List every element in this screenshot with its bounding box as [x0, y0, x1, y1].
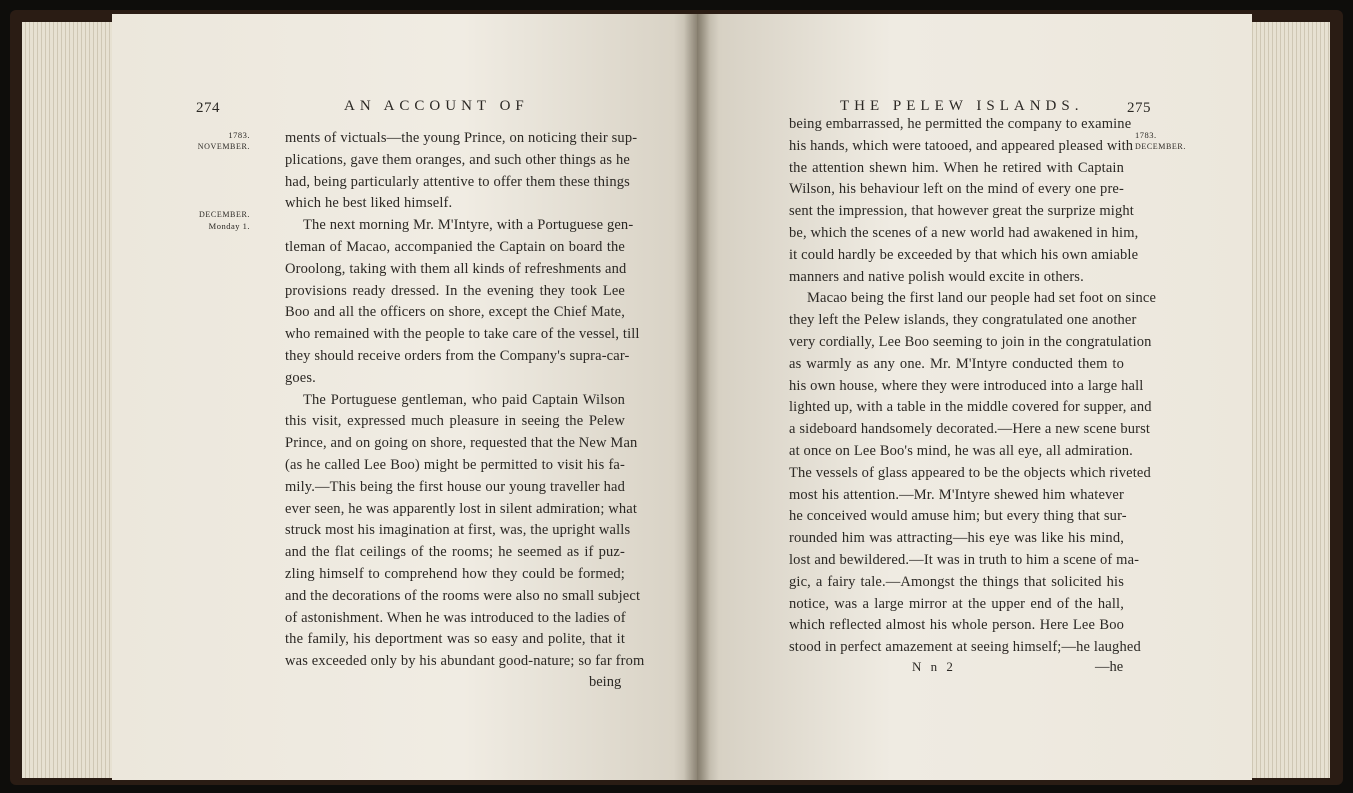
margin-note-month-2: DECEMBER. — [199, 210, 250, 219]
left-running-head: AN ACCOUNT OF — [344, 98, 529, 114]
left-body-text — [285, 128, 645, 673]
margin-note-month: NOVEMBER. — [197, 142, 250, 151]
text-line: stood in perfect amazement at seeing himself;—he laughed — [789, 639, 1141, 656]
text-line: it could hardly be exceeded by that which his own amiable — [789, 246, 1139, 263]
text-line: Oroolong, taking with them all kinds of refreshments and — [285, 260, 627, 277]
signature-mark: N n 2 — [912, 659, 956, 674]
right-page — [697, 14, 1252, 780]
text-line: mily.—This being the first house our young traveller had — [285, 478, 625, 495]
text-line: which he best liked himself. — [285, 195, 453, 212]
text-line: plications, gave them oranges, and such other things as he — [285, 151, 630, 168]
right-running-head: THE PELEW ISLANDS. — [840, 98, 1084, 114]
left-page — [112, 14, 697, 780]
text-line: at once on Lee Boo's mind, he was all eye, all admiration. — [789, 442, 1133, 459]
text-line: as warmly as any one. Mr. M'Intyre conducted them to — [789, 355, 1124, 372]
text-line: and the decorations of the rooms were also no small subject — [285, 587, 641, 604]
right-catchword: —he — [1095, 659, 1124, 675]
text-line: being embarrassed, he permitted the company to examine — [789, 116, 1132, 132]
text-line: lighted up, with a table in the middle covered for supper, and — [789, 399, 1152, 416]
text-line: Boo and all the officers on shore, except the Chief Mate, — [285, 304, 625, 321]
text-line: this visit, expressed much pleasure in seeing the Pelew — [285, 413, 625, 430]
text-line: goes. — [285, 369, 316, 386]
text-line: Wilson, his behaviour left on the mind of every one pre- — [789, 181, 1124, 198]
gutter-shadow — [684, 14, 710, 780]
text-line: provisions ready dressed. In the evening they took Lee — [285, 282, 625, 299]
text-line: (as he called Lee Boo) might be permitted to visit his fa- — [285, 456, 625, 473]
text-line: zling himself to comprehend how they could be formed; — [285, 565, 625, 582]
text-line: struck most his imagination at first, was, the upright walls — [285, 522, 631, 539]
text-line: manners and native polish would excite in others. — [789, 268, 1084, 285]
margin-note-year: 1783. — [1135, 130, 1157, 140]
margin-note-year: 1783. — [228, 130, 250, 140]
text-line: of astonishment. When he was introduced to the ladies of — [285, 609, 626, 626]
text-line: notice, was a large mirror at the upper end of the hall, — [789, 595, 1124, 612]
text-line: his hands, which were tatooed, and appeared pleased with — [789, 137, 1134, 154]
text-line: lost and bewildered.—It was in truth to him a scene of ma- — [789, 551, 1140, 568]
text-line: Prince, and on going on shore, requested that the New Man — [285, 435, 638, 452]
text-line: most his attention.—Mr. M'Intyre shewed him whatever — [789, 486, 1124, 503]
text-line: the attention shewn him. When he retired with Captain — [789, 159, 1124, 176]
text-line: they should receive orders from the Company's supra-car- — [285, 347, 630, 364]
text-line: be, which the scenes of a new world had awakened in him, — [789, 224, 1139, 241]
left-page-edges — [22, 22, 117, 778]
right-page-number: 275 — [1127, 100, 1151, 116]
text-line: which reflected almost his whole person. Here Lee Boo — [789, 617, 1124, 634]
text-line: had, being particularly attentive to offer them these things — [285, 173, 630, 190]
left-catchword: being — [589, 674, 622, 690]
text-line: The next morning Mr. M'Intyre, with a Portuguese gen- — [303, 217, 634, 234]
text-line: gic, a fairy tale.—Amongst the things that solicited his — [789, 573, 1124, 590]
text-line: The Portuguese gentleman, who paid Captain Wilson — [303, 391, 625, 408]
text-line: ments of victuals—the young Prince, on noticing their sup- — [285, 130, 638, 146]
text-line: was exceeded only by his abundant good-nature; so far from — [285, 653, 645, 670]
text-line: and the flat ceilings of the rooms; he seemed as if puz- — [285, 544, 625, 561]
right-page-edges — [1240, 22, 1330, 778]
text-line: who remained with the people to take care of the vessel, till — [285, 326, 640, 343]
text-line: tleman of Macao, accompanied the Captain on board the — [285, 238, 625, 255]
margin-note-month: DECEMBER. — [1135, 142, 1186, 151]
left-page-number: 274 — [196, 100, 220, 116]
text-line: sent the impression, that however great the surprize might — [789, 203, 1134, 220]
text-line: ever seen, he was apparently lost in silent admiration; what — [285, 500, 638, 517]
text-line: Macao being the first land our people had set foot on since — [807, 290, 1157, 307]
text-line: a sideboard handsomely decorated.—Here a new scene burst — [789, 421, 1151, 438]
text-line: rounded him was attracting—his eye was like his mind, — [789, 530, 1124, 547]
text-line: they left the Pelew islands, they congratulated one another — [789, 312, 1137, 329]
text-line: The vessels of glass appeared to be the objects which riveted — [789, 464, 1151, 481]
text-line: very cordially, Lee Boo seeming to join in the congratulation — [789, 333, 1152, 350]
text-line: the family, his deportment was so easy and polite, that it — [285, 631, 625, 648]
text-line: he conceived would amuse him; but every thing that sur- — [789, 508, 1127, 525]
margin-note-day: Monday 1. — [208, 221, 250, 231]
text-line: his own house, where they were introduced into a large hall — [789, 377, 1144, 394]
